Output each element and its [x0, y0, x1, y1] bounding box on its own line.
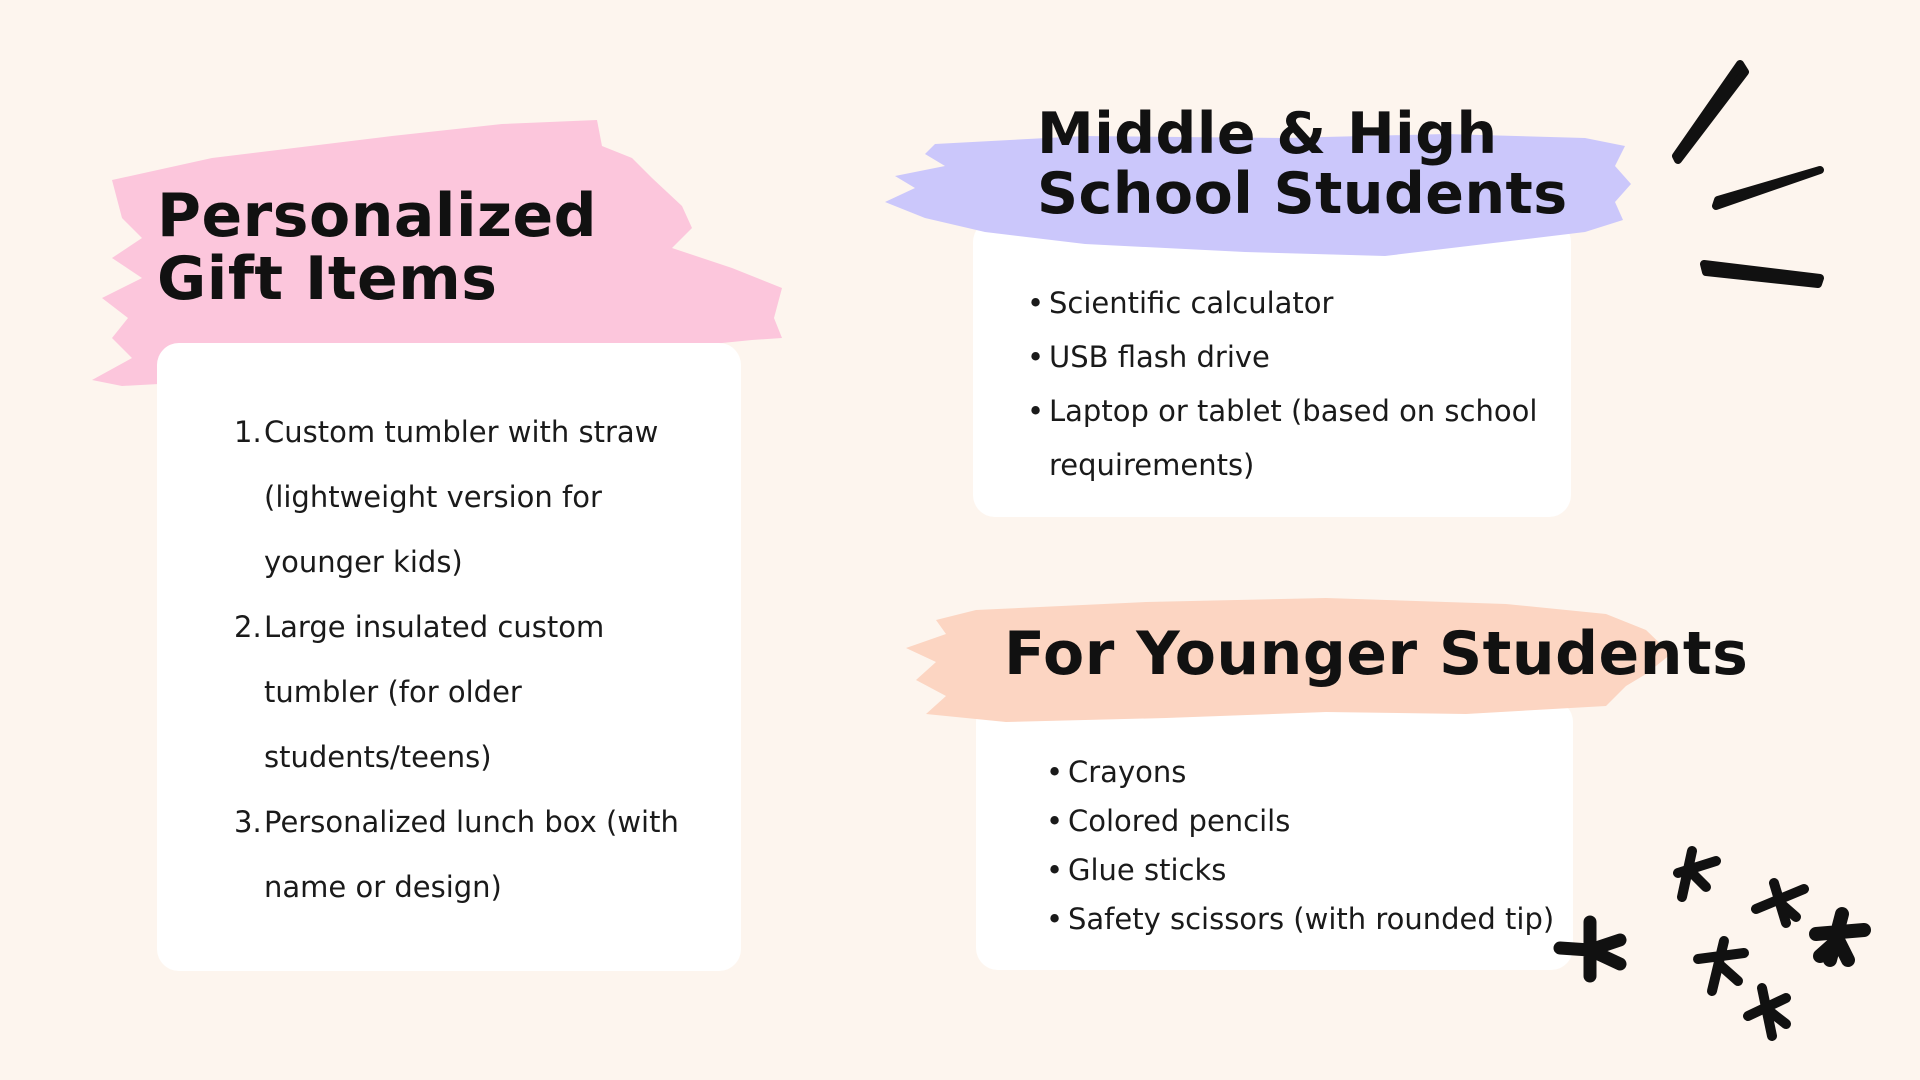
bullet-icon: •: [1046, 755, 1064, 789]
asterisk-icon: [1698, 941, 1744, 991]
asterisks-decoration: [1540, 830, 1920, 1080]
middle-high-list: [1027, 276, 1538, 492]
gift-items-list: [234, 400, 679, 920]
item-line: (lightweight version for: [264, 480, 602, 514]
title-line: School Students: [1037, 160, 1568, 227]
list-item: [1027, 330, 1537, 384]
list-item: [1046, 797, 1554, 846]
item-text: Crayons: [1068, 755, 1187, 789]
bullet-icon: •: [1046, 902, 1064, 936]
list-item: [1027, 276, 1537, 330]
title-line: Middle & High: [1037, 101, 1498, 167]
asterisk-icon: [1756, 883, 1804, 923]
item-text: requirements): [1049, 448, 1255, 482]
item-number: 2.: [234, 610, 262, 644]
item-text: Colored pencils: [1068, 804, 1291, 838]
gift-items-title: [157, 181, 598, 314]
item-number: 3.: [234, 805, 262, 839]
item-text: Laptop or tablet (based on school: [1049, 394, 1538, 428]
bullet-icon: •: [1027, 394, 1045, 428]
bullet-icon: •: [1046, 853, 1064, 887]
younger-students-title: For Younger Students: [1004, 619, 1749, 689]
bullet-icon: •: [1027, 286, 1045, 320]
asterisk-icon: [1560, 922, 1620, 976]
item-line: tumbler (for older: [264, 675, 522, 709]
asterisk-icon: [1678, 851, 1716, 897]
item-text: Scientific calculator: [1049, 286, 1334, 320]
item-line: younger kids): [264, 545, 463, 579]
title-line: Personalized: [157, 181, 598, 251]
stroke-line: [1704, 264, 1820, 284]
middle-high-title: [1037, 101, 1568, 227]
title-line: Gift Items: [157, 244, 498, 314]
item-number: 1.: [234, 415, 262, 449]
stroke-line: [1676, 64, 1745, 160]
list-item: [1046, 846, 1554, 895]
item-text: Glue sticks: [1068, 853, 1227, 887]
item-line: Personalized lunch box (with: [264, 805, 679, 839]
list-item: [234, 400, 679, 595]
bullet-icon: •: [1046, 804, 1064, 838]
bullet-icon: •: [1027, 340, 1045, 374]
list-item: [1046, 895, 1555, 944]
list-item: [234, 790, 679, 920]
list-item: [234, 595, 679, 790]
younger-students-list: [1046, 748, 1555, 944]
burst-lines-decoration: [1660, 60, 1840, 300]
item-text: Safety scissors (with rounded tip): [1068, 902, 1555, 936]
item-line: name or design): [264, 870, 502, 904]
asterisk-icon: [1816, 914, 1864, 960]
item-line: students/teens): [264, 740, 492, 774]
item-line: Large insulated custom: [264, 610, 605, 644]
item-text: USB flash drive: [1049, 340, 1270, 374]
stroke-line: [1716, 170, 1820, 206]
list-item: [1027, 384, 1538, 438]
list-item: [1046, 748, 1554, 797]
list-item: [1049, 438, 1537, 492]
asterisk-icon: [1748, 988, 1786, 1036]
item-line: Custom tumbler with straw: [264, 415, 659, 449]
